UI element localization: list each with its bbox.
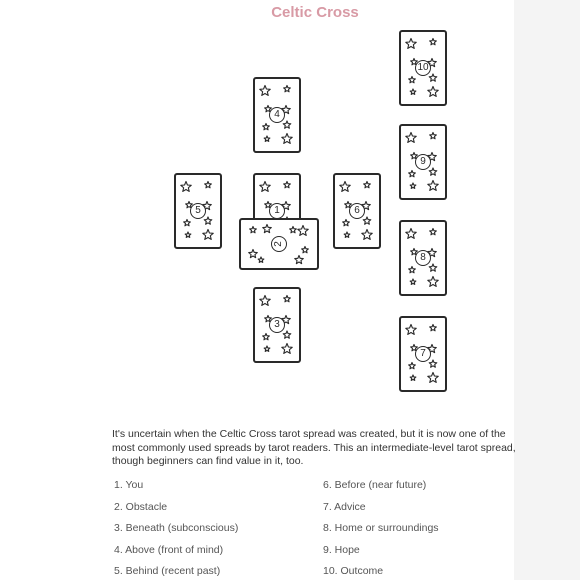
star-icon bbox=[282, 134, 292, 144]
star-icon bbox=[410, 183, 416, 188]
star-icon bbox=[429, 360, 437, 367]
card-number: 2 bbox=[271, 236, 287, 252]
star-icon bbox=[260, 86, 270, 96]
positions-list-left bbox=[114, 478, 238, 586]
star-icon bbox=[204, 217, 212, 224]
card-number: 10 bbox=[415, 60, 431, 76]
tarot-card-8 bbox=[399, 220, 447, 296]
star-icon bbox=[406, 325, 416, 335]
card-number: 4 bbox=[269, 107, 285, 123]
star-icon bbox=[430, 325, 437, 331]
positions-list-right bbox=[323, 478, 439, 586]
star-icon bbox=[264, 136, 270, 141]
list-item: 1. You bbox=[114, 479, 144, 491]
star-icon bbox=[184, 220, 191, 226]
card-number: 5 bbox=[190, 203, 206, 219]
card-number: 7 bbox=[415, 346, 431, 362]
tarot-card-5 bbox=[174, 173, 222, 249]
star-icon bbox=[362, 230, 372, 240]
tarot-card-2 bbox=[239, 218, 319, 270]
star-icon bbox=[249, 250, 258, 258]
star-icon bbox=[284, 182, 291, 188]
star-icon bbox=[295, 256, 304, 264]
card-number: 1 bbox=[269, 203, 285, 219]
paragraph-line: though beginners can find value in it, too. bbox=[112, 455, 304, 467]
tarot-card-10 bbox=[399, 30, 447, 106]
star-icon bbox=[264, 346, 270, 351]
star-icon bbox=[406, 39, 416, 49]
page-edge-margin bbox=[514, 0, 580, 580]
star-icon bbox=[340, 182, 350, 192]
star-icon bbox=[302, 247, 309, 253]
star-icon bbox=[428, 277, 438, 287]
star-icon bbox=[430, 39, 437, 45]
list-item: 6. Before (near future) bbox=[323, 479, 427, 491]
star-icon bbox=[363, 217, 371, 224]
star-icon bbox=[284, 86, 291, 92]
tarot-card-7 bbox=[399, 316, 447, 392]
star-icon bbox=[410, 89, 416, 94]
star-icon bbox=[429, 264, 437, 271]
star-icon bbox=[409, 171, 416, 177]
tarot-card-3 bbox=[253, 287, 301, 363]
card-number: 6 bbox=[349, 203, 365, 219]
star-icon bbox=[429, 168, 437, 175]
star-icon bbox=[410, 375, 416, 380]
star-icon bbox=[428, 181, 438, 191]
star-icon bbox=[430, 229, 437, 235]
star-icon bbox=[406, 229, 416, 239]
star-icon bbox=[364, 182, 371, 188]
tarot-card-9 bbox=[399, 124, 447, 200]
list-item: 10. Outcome bbox=[323, 565, 384, 577]
star-icon bbox=[283, 121, 291, 128]
star-icon bbox=[409, 363, 416, 369]
star-icon bbox=[263, 124, 270, 130]
star-icon bbox=[284, 296, 291, 302]
paragraph-line: most commonly used spreads by tarot readers. This an intermediate-level tarot spread, bbox=[112, 441, 516, 454]
star-icon bbox=[344, 232, 350, 237]
card-number: 9 bbox=[415, 154, 431, 170]
list-item: 5. Behind (recent past) bbox=[114, 565, 221, 577]
star-icon bbox=[298, 226, 308, 236]
star-icon bbox=[430, 133, 437, 139]
star-icon bbox=[290, 227, 297, 233]
paragraph-line: It's uncertain when the Celtic Cross tarot spread was created, but it is now one of the bbox=[112, 428, 506, 440]
star-icon bbox=[250, 227, 257, 233]
star-icon bbox=[205, 182, 212, 188]
star-icon bbox=[282, 344, 292, 354]
star-icon bbox=[283, 331, 291, 338]
list-item: 9. Hope bbox=[323, 543, 360, 556]
star-icon bbox=[343, 220, 350, 226]
star-icon bbox=[263, 334, 270, 340]
list-item: 2. Obstacle bbox=[114, 500, 168, 513]
page-title: Celtic Cross bbox=[271, 4, 359, 21]
list-item: 7. Advice bbox=[323, 500, 366, 513]
card-number: 3 bbox=[269, 317, 285, 333]
star-icon bbox=[409, 267, 416, 273]
star-icon bbox=[406, 133, 416, 143]
tarot-card-6 bbox=[333, 173, 381, 249]
star-icon bbox=[409, 77, 416, 83]
intro-paragraph bbox=[112, 428, 516, 469]
star-icon bbox=[429, 74, 437, 81]
list-item: 3. Beneath (subconscious) bbox=[114, 522, 239, 534]
tarot-card-4 bbox=[253, 77, 301, 153]
star-icon bbox=[263, 225, 272, 233]
star-icon bbox=[260, 182, 270, 192]
star-icon bbox=[258, 257, 264, 262]
star-icon bbox=[260, 296, 270, 306]
star-icon bbox=[181, 182, 191, 192]
list-item: 8. Home or surroundings bbox=[323, 522, 439, 534]
star-icon bbox=[185, 232, 191, 237]
star-icon bbox=[428, 373, 438, 383]
card-number: 8 bbox=[415, 250, 431, 266]
star-icon bbox=[410, 279, 416, 284]
list-item: 4. Above (front of mind) bbox=[114, 543, 224, 556]
star-icon bbox=[203, 230, 213, 240]
star-icon bbox=[428, 87, 438, 97]
